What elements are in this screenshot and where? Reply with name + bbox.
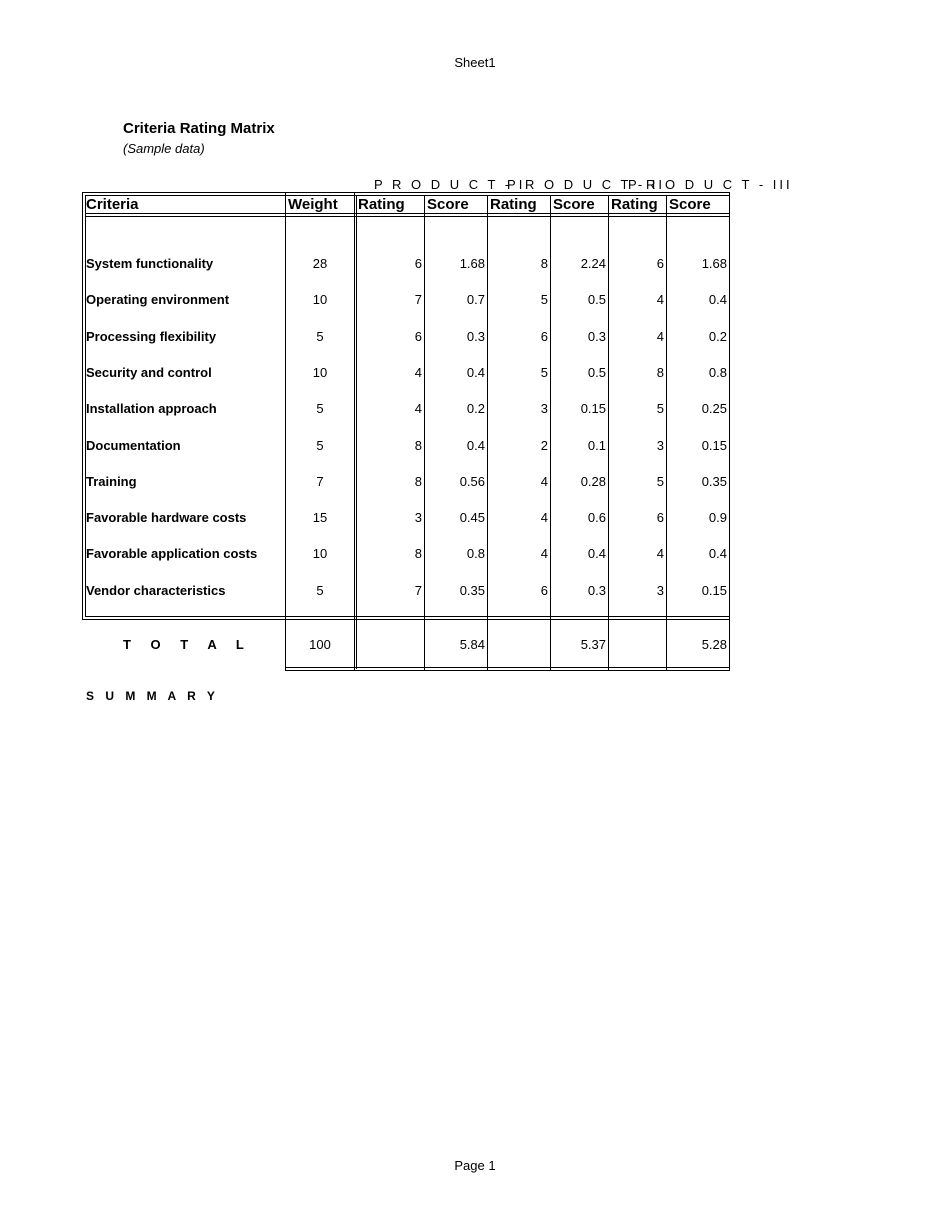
rating-3-cell: 5 xyxy=(656,474,664,489)
score-2-cell: 0.5 xyxy=(587,292,606,307)
product-3-label: P R O D U C T - III xyxy=(628,177,793,192)
page-subtitle: (Sample data) xyxy=(123,141,205,156)
header-score-3: Score xyxy=(669,196,711,213)
header-rating-2: Rating xyxy=(490,196,537,213)
criteria-cell: Documentation xyxy=(86,438,181,453)
criteria-cell: Installation approach xyxy=(86,401,217,416)
rating-2-cell: 3 xyxy=(540,401,548,416)
summary-label: S U M M A R Y xyxy=(86,689,219,703)
rating-1-cell: 4 xyxy=(414,401,422,416)
product-1-label: P R O D U C T - I xyxy=(374,177,526,192)
weight-cell: 10 xyxy=(312,546,328,561)
rating-2-cell: 5 xyxy=(540,292,548,307)
score-3-cell: 0.2 xyxy=(708,329,727,344)
score-2-cell: 0.5 xyxy=(587,365,606,380)
rating-1-cell: 8 xyxy=(414,474,422,489)
weight-cell: 7 xyxy=(316,474,324,489)
header-rating-3: Rating xyxy=(611,196,658,213)
criteria-cell: Processing flexibility xyxy=(86,329,217,344)
rating-2-cell: 4 xyxy=(540,474,548,489)
rating-1-cell: 8 xyxy=(414,546,422,561)
score-1-cell: 0.2 xyxy=(466,401,485,416)
rating-2-cell: 2 xyxy=(540,438,548,453)
criteria-cell: Operating environment xyxy=(86,292,230,307)
score-3-cell: 0.15 xyxy=(701,583,727,598)
score-2-cell: 0.1 xyxy=(587,438,606,453)
rating-3-cell: 6 xyxy=(656,510,664,525)
score-1-cell: 0.3 xyxy=(466,329,485,344)
weight-cell: 5 xyxy=(316,401,324,416)
score-1-cell: 0.35 xyxy=(459,583,485,598)
score-2-cell: 0.3 xyxy=(587,583,606,598)
rating-1-cell: 6 xyxy=(414,329,422,344)
product-2-label: P R O D U C T - II xyxy=(507,177,666,192)
rating-3-cell: 5 xyxy=(656,401,664,416)
weight-cell: 5 xyxy=(316,583,324,598)
rating-2-cell: 4 xyxy=(540,510,548,525)
score-3-cell: 1.68 xyxy=(701,256,727,271)
score-2-cell: 0.15 xyxy=(580,401,606,416)
score-3-cell: 0.8 xyxy=(708,365,727,380)
rating-3-cell: 8 xyxy=(656,365,664,380)
score-3-cell: 0.15 xyxy=(701,438,727,453)
weight-cell: 10 xyxy=(312,365,328,380)
rating-1-cell: 7 xyxy=(414,583,422,598)
total-score-1: 5.84 xyxy=(459,637,485,652)
score-2-cell: 0.4 xyxy=(587,546,606,561)
criteria-cell: System functionality xyxy=(86,256,214,271)
rating-3-cell: 6 xyxy=(656,256,664,271)
weight-cell: 5 xyxy=(316,329,324,344)
page-number: Page 1 xyxy=(454,1158,496,1173)
rating-1-cell: 7 xyxy=(414,292,422,307)
rating-3-cell: 4 xyxy=(656,329,664,344)
rating-2-cell: 6 xyxy=(540,583,548,598)
rating-2-cell: 8 xyxy=(540,256,548,271)
score-3-cell: 0.9 xyxy=(708,510,727,525)
score-3-cell: 0.35 xyxy=(701,474,727,489)
score-3-cell: 0.25 xyxy=(701,401,727,416)
sheet-name: Sheet1 xyxy=(454,55,496,70)
weight-cell: 5 xyxy=(316,438,324,453)
score-2-cell: 0.3 xyxy=(587,329,606,344)
header-weight: Weight xyxy=(288,196,338,213)
rating-2-cell: 4 xyxy=(540,546,548,561)
total-label: T O T A L xyxy=(123,637,252,652)
score-1-cell: 0.56 xyxy=(459,474,485,489)
weight-cell: 28 xyxy=(312,256,328,271)
criteria-cell: Training xyxy=(86,474,137,489)
score-2-cell: 2.24 xyxy=(580,256,606,271)
page-title: Criteria Rating Matrix xyxy=(123,120,275,137)
score-1-cell: 0.7 xyxy=(466,292,485,307)
header-score-1: Score xyxy=(427,196,469,213)
rating-3-cell: 3 xyxy=(656,583,664,598)
score-1-cell: 0.4 xyxy=(466,438,485,453)
score-2-cell: 0.28 xyxy=(580,474,606,489)
total-score-3: 5.28 xyxy=(701,637,727,652)
total-weight: 100 xyxy=(309,637,331,652)
criteria-cell: Favorable hardware costs xyxy=(86,510,247,525)
score-2-cell: 0.6 xyxy=(587,510,606,525)
header-rating-1: Rating xyxy=(358,196,405,213)
rating-1-cell: 8 xyxy=(414,438,422,453)
score-3-cell: 0.4 xyxy=(708,546,727,561)
rating-1-cell: 3 xyxy=(414,510,422,525)
score-1-cell: 0.45 xyxy=(459,510,485,525)
rating-2-cell: 6 xyxy=(540,329,548,344)
rating-2-cell: 5 xyxy=(540,365,548,380)
criteria-cell: Security and control xyxy=(86,365,212,380)
rating-3-cell: 3 xyxy=(656,438,664,453)
rating-1-cell: 4 xyxy=(414,365,422,380)
score-1-cell: 0.8 xyxy=(466,546,485,561)
rating-1-cell: 6 xyxy=(414,256,422,271)
header-score-2: Score xyxy=(553,196,595,213)
weight-cell: 15 xyxy=(312,510,328,525)
header-criteria: Criteria xyxy=(86,196,139,213)
score-1-cell: 0.4 xyxy=(466,365,485,380)
rating-3-cell: 4 xyxy=(656,546,664,561)
total-score-2: 5.37 xyxy=(580,637,606,652)
criteria-cell: Favorable application costs xyxy=(86,546,258,561)
criteria-cell: Vendor characteristics xyxy=(86,583,226,598)
score-1-cell: 1.68 xyxy=(459,256,485,271)
score-3-cell: 0.4 xyxy=(708,292,727,307)
weight-cell: 10 xyxy=(312,292,328,307)
rating-3-cell: 4 xyxy=(656,292,664,307)
